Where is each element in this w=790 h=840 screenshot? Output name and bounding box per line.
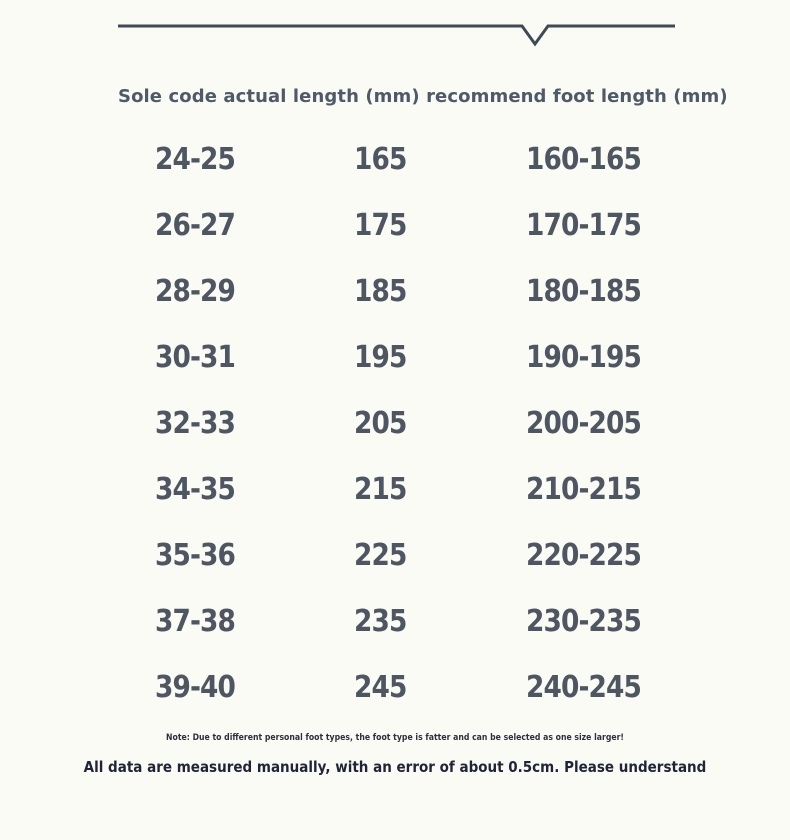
sole-code-cell: 37-38: [155, 604, 236, 639]
foot-length-cell: 210-215: [526, 472, 642, 507]
table-header: Sole code actual length (mm) recommend foot length (mm): [118, 86, 728, 107]
foot-length-cell: 180-185: [526, 274, 642, 309]
actual-length-cell: 185: [354, 274, 407, 309]
foot-length-cell: 220-225: [526, 538, 642, 573]
foot-length-cell: 230-235: [526, 604, 642, 639]
table-row: [0, 128, 790, 194]
size-table: [0, 128, 790, 722]
sole-code-cell: 39-40: [155, 670, 236, 705]
actual-length-cell: 235: [354, 604, 407, 639]
sole-code-cell: 24-25: [155, 142, 236, 177]
foot-length-cell: 240-245: [526, 670, 642, 705]
foot-length-cell: 160-165: [526, 142, 642, 177]
sole-code-cell: 30-31: [155, 340, 236, 375]
sole-code-cell: 35-36: [155, 538, 236, 573]
table-row: [0, 194, 790, 260]
table-row: [0, 392, 790, 458]
foot-length-cell: 170-175: [526, 208, 642, 243]
top-divider-with-notch: [118, 0, 675, 60]
size-note: Note: Due to different personal foot types, the foot type is fatter and can be selected as one size larger!: [166, 733, 624, 743]
table-row: [0, 260, 790, 326]
measurement-disclaimer: All data are measured manually, with an error of about 0.5cm. Please understand: [83, 758, 707, 776]
sole-code-cell: 34-35: [155, 472, 236, 507]
sole-code-cell: 26-27: [155, 208, 236, 243]
sole-code-cell: 28-29: [155, 274, 236, 309]
actual-length-cell: 205: [354, 406, 407, 441]
actual-length-cell: 245: [354, 670, 407, 705]
actual-length-cell: 225: [354, 538, 407, 573]
foot-length-cell: 190-195: [526, 340, 642, 375]
foot-length-cell: 200-205: [526, 406, 642, 441]
table-row: [0, 326, 790, 392]
table-row: [0, 458, 790, 524]
table-row: [0, 524, 790, 590]
actual-length-cell: 175: [354, 208, 407, 243]
sole-code-cell: 32-33: [155, 406, 236, 441]
table-row: [0, 590, 790, 656]
actual-length-cell: 215: [354, 472, 407, 507]
table-row: [0, 656, 790, 722]
actual-length-cell: 195: [354, 340, 407, 375]
actual-length-cell: 165: [354, 142, 407, 177]
